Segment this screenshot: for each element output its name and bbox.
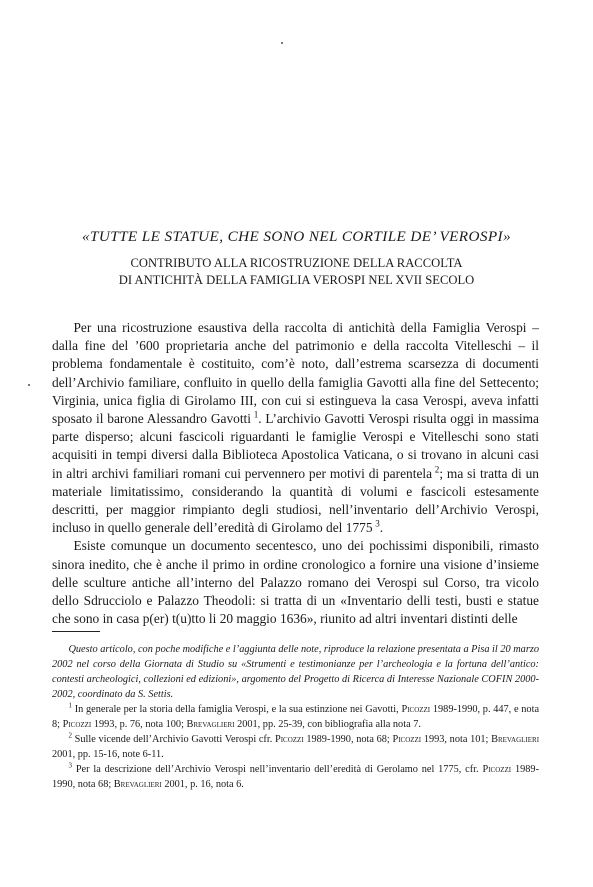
footnote-ref-2[interactable]: 2 [434, 464, 440, 475]
body-text [52, 319, 539, 628]
subtitle-line-1: CONTRIBUTO ALLA RICOSTRUZIONE DELLA RACCOLTA [130, 256, 463, 270]
footnote-1 [52, 702, 539, 732]
footnote-dedication: Questo articolo, con poche modifiche e l’aggiunta delle note, riproduce la relazione presentata a Pisa il 20 marzo 2002 nel corso della Giornata di Studio su «Strumenti e testimonianze per l’archeologia e la fortuna dell’antico: contesti archeologici, collezioni ed edizioni», argomento del Progetto di Ricerca di Interesse Nazionale COFIN 2000-2002, coordinato da S. Settis. [52, 644, 539, 700]
footnote-3-number: 3 [68, 761, 72, 770]
paragraph-1-text: . L’archivio Gavotti Verospi risulta oggi in massima parte disperso; alcuni fascicoli riguardanti le famiglie Verospi e Vitelleschi sono stati acquisiti in tempi diversi dalla Biblioteca Apostolica Vaticana, o si trovano in alcuni casi in altri archivi familiari romani cui pervennero per motivi di parentela [52, 411, 539, 481]
article-title: «TUTTE LE STATUE, CHE SONO NEL CORTILE DE’ VEROSPI» [82, 228, 511, 245]
author-name: Picozzi [274, 734, 304, 745]
footnote-3 [52, 762, 539, 792]
footnote-1-text: 2001, pp. 25-39, con bibliografia alla nota 7. [237, 719, 421, 730]
author-name: Brevaglieri [491, 734, 540, 745]
footnotes [52, 642, 539, 792]
subtitle-line-2: DI ANTICHITÀ DELLA FAMIGLIA VEROSPI NEL XVII SECOLO [118, 273, 475, 287]
footnote-ref-1[interactable]: 1 [253, 409, 259, 420]
article-subtitle [30, 255, 563, 289]
footnote-1-text: In generale per la storia della famiglia Verospi, e la sua estinzione nei Gavotti, [74, 704, 399, 715]
footnote-3-text: 2001, p. 16, nota 6. [164, 779, 244, 790]
author-name: Brevaglieri [186, 719, 235, 730]
paragraph-1-text: ; ma si tratta di un materiale limitatissimo, considerando la quantità di volumi e fascicoli estesamente descritti, per maggior rimpianto degli studiosi, nell’inventario dell’Archivio Verospi, incluso in quello generale dell’eredità di Girolamo del 1775 [52, 465, 540, 536]
footnote-ref-3[interactable]: 3 [375, 518, 380, 529]
footnote-1-text: 1993, p. 76, nota 100; [93, 719, 184, 730]
scan-speck-margin [28, 384, 30, 386]
paragraph-1-text: Per una ricostruzione esaustiva della raccolta di antichità della Famiglia Verospi – dalla fine del ’600 proprietaria anche del patrimonio e della raccolta Vitelleschi – il problema fondamentale è costituito, com’è noto, dall’estrema scarsezza di documenti dell’Archivio familiare, confluito in quello della famiglia Gavotti alla fine del Settecento; Virginia, unica figlia di Girolamo III, con cui si estingueva la casa Verospi, aveva infatti sposato il barone Alessandro Gavotti [52, 320, 539, 427]
footnote-3-text: 1989-1990, nota 68; [52, 764, 540, 790]
footnote-separator [52, 631, 100, 632]
paragraph-2: Esiste comunque un documento secentesco, uno dei pochissimi disponibili, rimasto sinora inedito, che è anche il primo in ordine cronologico a fornire una visione d’insieme delle sculture antiche all’interno del Palazzo romano dei Verospi sul Corso, tra vicolo dello Sdrucciolo e Palazzo Theodoli: si tratta di un «Inventario delli testi, busti e statue che sono in casa p(er) t(u)tto li 20 maggio 1636», riunito ad altri inventari distinti delle [52, 538, 539, 627]
footnote-1-text: 1989-1990, p. 447, e nota 8; [52, 704, 540, 730]
footnote-2-text: 1993, nota 101; [423, 734, 489, 745]
author-name: Brevaglieri [113, 779, 162, 790]
footnote-2-text: 2001, pp. 15-16, note 6-11. [52, 749, 164, 760]
author-name: Picozzi [62, 719, 92, 730]
footnote-2-text: Sulle vicende dell’Archivio Gavotti Verospi cfr. [74, 734, 273, 745]
footnote-2-text: 1989-1990, nota 68; [306, 734, 390, 745]
footnote-1-number: 1 [68, 701, 72, 710]
scan-speck-top [281, 42, 283, 44]
footnote-2-number: 2 [68, 731, 72, 740]
footnote-2 [52, 732, 539, 762]
author-name: Picozzi [401, 704, 431, 715]
author-name: Picozzi [482, 764, 512, 775]
footnote-3-text: Per la descrizione dell’Archivio Verospi nell’inventario dell’eredità di Gerolamo nel 1775, cfr. [75, 764, 479, 775]
paragraph-1-text: . [379, 520, 384, 536]
author-name: Picozzi [392, 734, 422, 745]
paragraph-1 [52, 319, 539, 537]
